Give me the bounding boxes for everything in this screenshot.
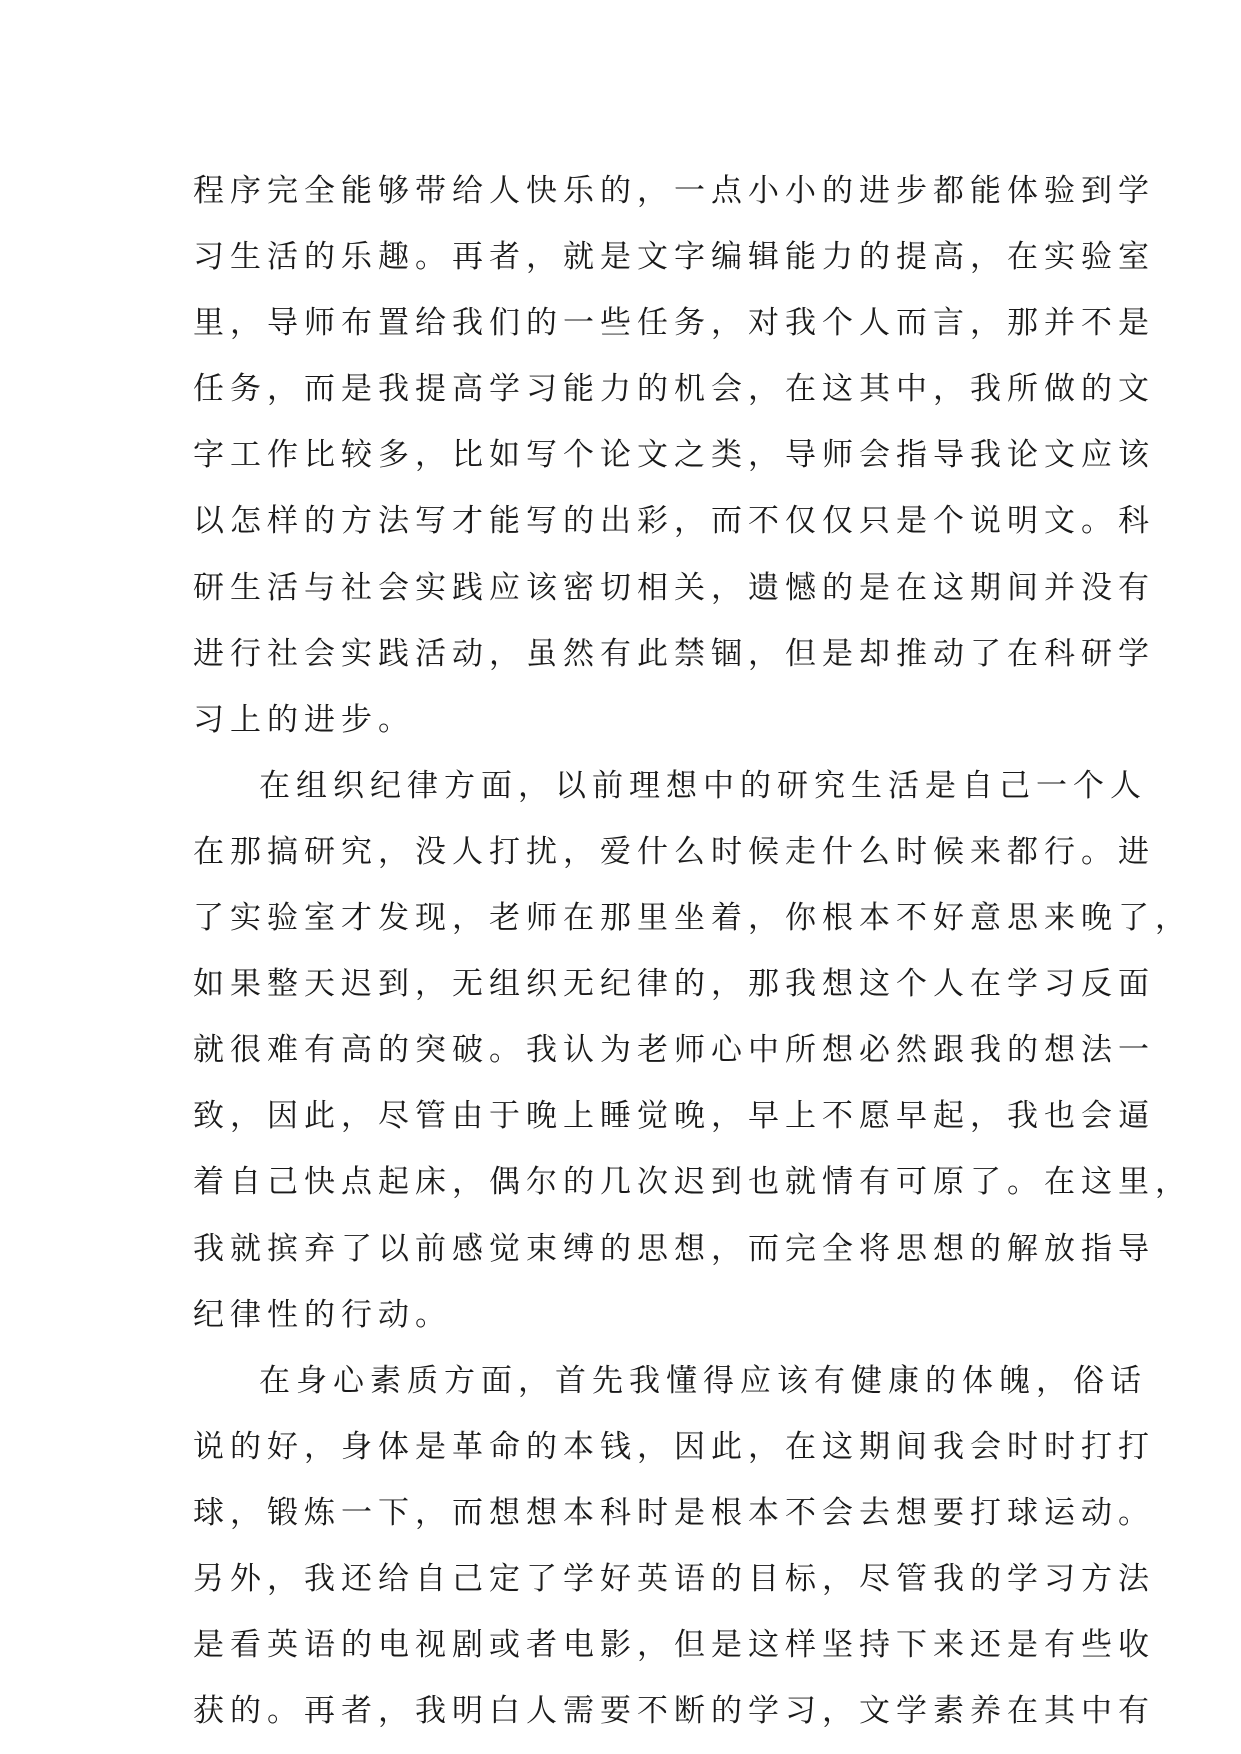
text-line: 在身心素质方面，首先我懂得应该有健康的体魄，俗话 [259, 1362, 1147, 1399]
text-line: 了实验室才发现，老师在那里坐着，你根本不好意思来晚了， [193, 900, 1192, 937]
text-line: 说的好，身体是革命的本钱，因此，在这期间我会时时打打 [193, 1428, 1155, 1465]
text-line: 是看英语的电视剧或者电影，但是这样坚持下来还是有些收 [193, 1627, 1155, 1664]
text-line: 就很难有高的突破。我认为老师心中所想必然跟我的想法一 [193, 1032, 1155, 1069]
text-line: 着自己快点起床，偶尔的几次迟到也就情有可原了。在这里， [193, 1164, 1192, 1201]
paragraph-2 [193, 753, 1192, 1348]
text-line: 获的。再者，我明白人需要不断的学习，文学素养在其中有 [193, 1693, 1155, 1730]
text-line: 字工作比较多，比如写个论文之类，导师会指导我论文应该 [193, 437, 1155, 474]
text-line: 致，因此，尽管由于晚上睡觉晚，早上不愿早起，我也会逼 [193, 1098, 1155, 1135]
paragraph-1 [193, 158, 1155, 753]
text-line: 以怎样的方法写才能写的出彩，而不仅仅只是个说明文。科 [193, 503, 1155, 540]
text-line: 在那搞研究，没人打扰，爱什么时候走什么时候来都行。进 [193, 833, 1155, 870]
text-line: 习生活的乐趣。再者，就是文字编辑能力的提高，在实验室 [193, 239, 1155, 276]
paragraph-3 [193, 1348, 1155, 1745]
text-line: 程序完全能够带给人快乐的，一点小小的进步都能体验到学 [193, 173, 1155, 209]
text-line: 纪律性的行动。 [193, 1296, 452, 1333]
text-line: 如果整天迟到，无组织无纪律的，那我想这个人在学习反面 [193, 966, 1155, 1003]
text-line: 在组织纪律方面，以前理想中的研究生活是自己一个人 [259, 767, 1147, 804]
document-body [193, 158, 1192, 1744]
text-line: 我就摈弃了以前感觉束缚的思想，而完全将思想的解放指导 [193, 1230, 1155, 1267]
text-line: 任务，而是我提高学习能力的机会，在这其中，我所做的文 [193, 371, 1155, 408]
text-line: 里，导师布置给我们的一些任务，对我个人而言，那并不是 [193, 305, 1155, 342]
text-line: 球，锻炼一下，而想想本科时是根本不会去想要打球运动。 [193, 1494, 1155, 1531]
text-line: 习上的进步。 [193, 701, 415, 738]
text-line: 另外，我还给自己定了学好英语的目标，尽管我的学习方法 [193, 1560, 1155, 1597]
text-line: 研生活与社会实践应该密切相关，遗憾的是在这期间并没有 [193, 569, 1155, 606]
text-line: 进行社会实践活动，虽然有此禁锢，但是却推动了在科研学 [193, 635, 1155, 672]
